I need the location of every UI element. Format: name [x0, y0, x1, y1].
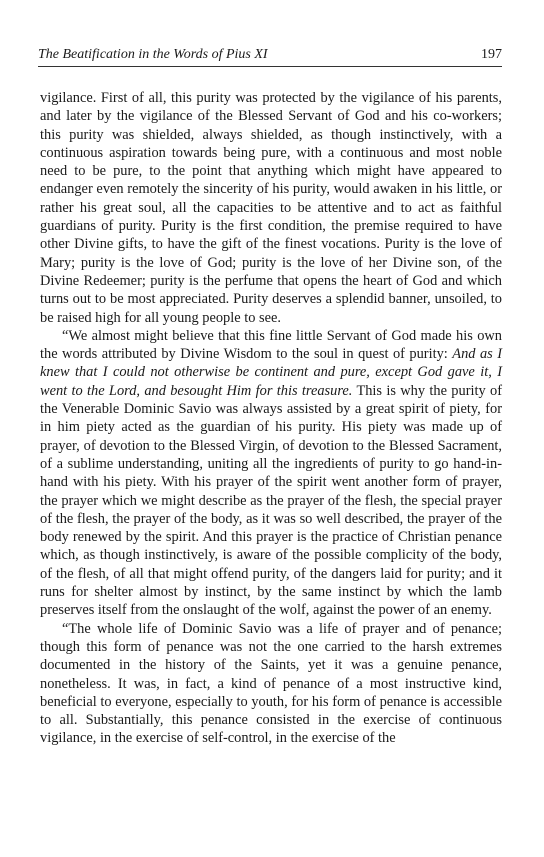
- paragraph-3: “The whole life of Dominic Savio was a life of prayer and of penance; though this form of penance was not the one carried to the harsh extremes documented in the history of the Saints, yet it was a genuine penance, nonetheless. It was, in fact, a kind of penance of a most instructive kind, beneficial to everyone, especially to youth, for his form of penance is accessible to all. Substantially, this penance consisted in the exercise of continuous vigilance, in the exercise of self-control, in the exercise of the: [40, 620, 502, 747]
- paragraph-2-start: “We almost might believe that this fine little Servant of God made his own the words attributed by Divine Wisdom to the soul in quest of purity:: [40, 327, 502, 363]
- running-header: [38, 47, 502, 63]
- header-rule: [38, 66, 502, 67]
- paragraph-2-end: This is why the purity of the Venerable Dominic Savio was always assisted by a great spirit of piety, for in him piety acted as the guardian of his purity. His piety was made up of prayer, of devotion to the Blessed Virgin, of devotion to the Blessed Sacrament, of a sublime understanding, uniting all the ingredients of purity to go hand-in-hand with his piety. With his prayer of the spirit went another form of prayer, the prayer which we might describe as the prayer of the flesh, the special prayer of the flesh, the prayer of the body, as it was so well described, the prayer of the body renewed by the spirit. And this prayer is the practice of Christian penance which, as though instinctively, is aware of the possible complicity of the body, of the flesh, of all that might offend purity, of the dangers laid for purity; and it runs for shelter almost by instinct, by the same instinct by which the lamb preserves itself from the onslaught of the wolf, against the power of an enemy.: [40, 382, 502, 619]
- running-title: The Beatification in the Words of Pius XI: [38, 47, 268, 62]
- wisdom-quote: And as I knew that I could not otherwise be continent and pure, except God gave it, I went to the Lord, and besought Him for this treasure.: [40, 346, 503, 399]
- paragraph-1: vigilance. First of all, this purity was protected by the vigilance of his parents, and later by the vigilance of the Blessed Servant of God and his co-workers; this purity was shielded, always shielded, as though instinctively, with a continuous aspiration towards being pure, with a continuous and most noble need to be pure, to the point that anything which might have appeared to endanger even remotely the sincerity of his purity, would awaken in his little, or rather his great soul, all the capacities to be attentive and to act as faithful guardians of purity. Purity is the first condition, the premise required to have other Divine gifts, to have the gift of the finest vocations. Purity is the love of Mary; purity is the love of God; purity is the love of her Divine son, of the Divine Redeemer; purity is the perfume that opens the heart of God and which turns out to be most appreciated. Purity deserves a splendid banner, unsoiled, to be raised high for all young people to see.: [40, 90, 502, 326]
- body-text: [40, 89, 502, 748]
- page-number: 197: [481, 47, 502, 62]
- paragraph-2: [40, 327, 502, 620]
